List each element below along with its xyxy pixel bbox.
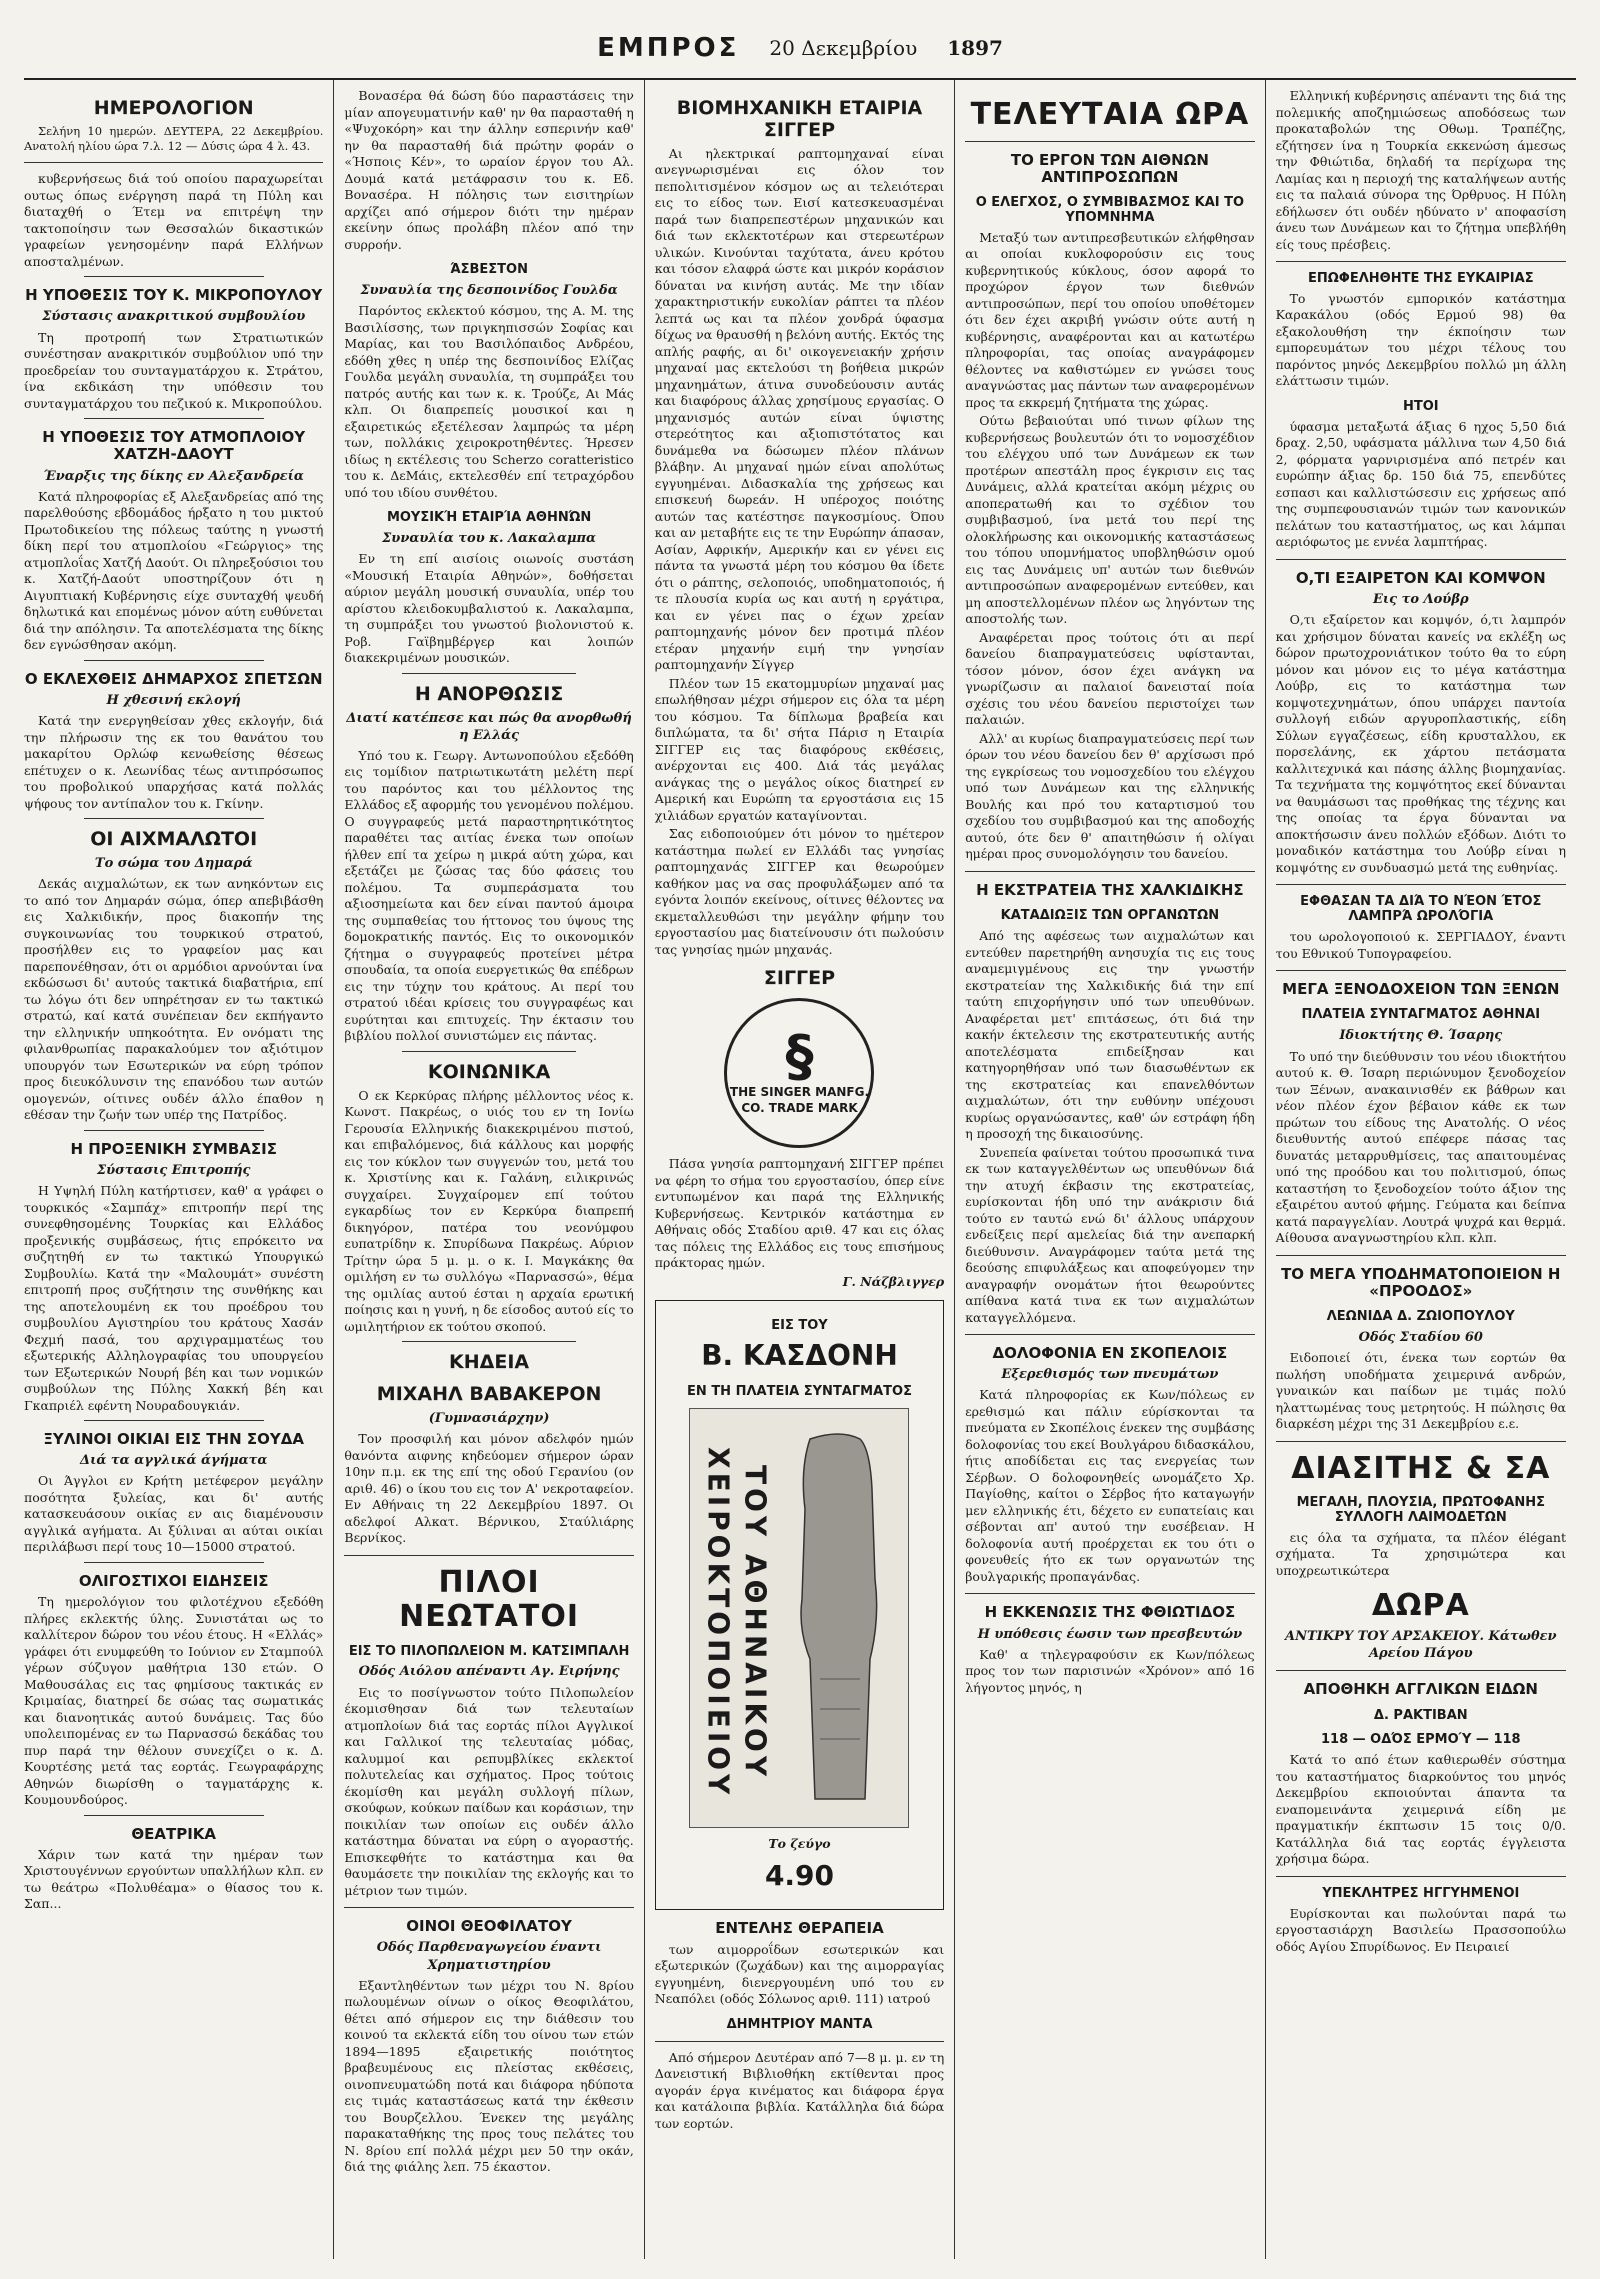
article-text: Η Υψηλή Πύλη κατήρτισεν, καθ' α γράφει ο τουρκικός «Σαμπάχ» επιτροπήν περί της συνεφθησομένης Τουρκίας και Ελλάδος προξενικής συμβάσεως, ήτις επρόκειτο να συζητηθή εν τω τακτικώ Υπουργικώ Συμβουλίω. Κατά την «Μαλουμάτ» συνέστη επιτροπή προς συζήτησιν της συνθήκης και της αποτελουμένη εκ του προέδρου του συμβουλίου Αγιστηρίου του κράτους Χασάν Φεχμή πασά, του αρχιγραμματέως του εξωτερικής Αλληλογραφίας του υπουργείου των Εξωτερικών Νουρή βέη και των νομικών συμβούλων της Πύλης Χακκή βέη και Γκαπριέλ εφέντη Νουραδουγκιάν.	[24, 1183, 324, 1413]
ad-text: Ευρίσκονται και πωλούνται παρά τω εργοστασιάρχη Βασιλείω Πρασσοπούλω οδός Αγίου Σπυρίδωνος. Εν Πειραιεί	[1275, 1905, 1566, 1954]
ad-address: 118 — ΟΔΌΣ ΕΡΜΟΎ — 118	[1320, 1732, 1521, 1748]
divider	[344, 1555, 633, 1556]
column-3	[645, 80, 955, 2259]
article-heading: ΆΣΒΕΣΤΟΝ	[450, 262, 528, 277]
columns	[24, 80, 1576, 2259]
ad-heading: ΠΙΛΟΙ ΝΕΩΤΑΤΟΙ	[399, 1564, 580, 1635]
ad-subheading: ΛΕΩΝΙΔΑ Δ. ΖΩΙΟΠΟΥΛΟΥ	[1326, 1309, 1515, 1324]
article-text: Τη ημερολόγιον του φιλοτέχνου εξεδόθη πλήρες εκλεκτής ύλης. Συνιστάται ως το καλλίτερον δώρον του νέου έτους. Η «Ελλάς» γράφει ότι ενυμφεύθη το Ιούνιον εν Σταμπούλ γέρων σύζυγον μαθήτρια 130 ετών. Ο Μαθουσάλας εις τας φημίσους τακτικάς εν Κριμαίας, διατηρεί δε σώας τας σωματικάς και διανοητικάς αυτού δυνάμεις. Τας δύο υπολειπομένας εν τω Παρνασσώ δεκάδας του πυρ παρά την θέλουν συνεχίζει ο κ. Δ. Κουρτέσης μετά τας εορτάς. Γεωγραφάρχης Αθηνών διωρίσθη ο ταγματάρχης κ. Κουμουνδούρος.	[24, 1594, 324, 1808]
divider	[1276, 970, 1566, 971]
article-subheading: Διατί κατέπεσε και πώς θα ανορθωθή η Ελλάς	[346, 710, 632, 743]
divider	[965, 871, 1254, 872]
masthead	[24, 18, 1576, 80]
article-heading: ΚΗΔΕΙΑ	[449, 1351, 530, 1374]
article-subheading: Η υπόθεσις έωσιν των πρεσβευτών	[977, 1626, 1243, 1642]
divider	[1276, 1441, 1566, 1442]
article-heading: ΟΛΙΓΟΣΤΙΧΟΙ ΕΙΔΗΣΕΙΣ	[78, 1571, 269, 1590]
ad-subheading: Δ. ΡΑΚΤΙΒΑΝ	[1373, 1707, 1468, 1723]
article-heading: Η ΥΠΟΘΕΣΙΣ ΤΟΥ Κ. ΜΙΚΡΟΠΟΥΛΟΥ	[25, 286, 323, 305]
divider	[965, 1334, 1254, 1335]
ad-text: Εξαντληθέντων των μέχρι του Ν. 8ρίου πωλουμένων οίνων ο οίκος Θεοφιλάτου, θέτει από σήμερον εις την διάθεσιν του κοινού τα εκλεκτά είδη του οίνου των ετών 1894—1895 εξαιρετικής ποιότητος βραβευμένους εις πλείστας εκθέσεις, οινοπνευματώδη ποτά και διάφορα ηδύποτα εις τιμάς καταστάσεως κατά την έκθεσιν του Βουρζελλου. Ένεκεν της μεγάλης παρακαταθήκης της προς τους πελάτες του Ν. 8ρίου επί πολλά μέχρι μεν 50 την οκάν, διά της φιάλης λεπ. 75 έκαστον.	[344, 1977, 634, 2175]
article-heading: ΜΟΥΣΙΚΉ ΕΤΑΙΡΊΑ ΑΘΗΝΏΝ	[386, 510, 592, 526]
article-text: Τη προτροπή των Στρατιωτικών συνέστησαν ανακριτικόν συμβούλιον υπό την προεδρείαν του συνταγματάρχου κ. Στράτου, ίνα εκδικάση την υπόθεσιν του συνταγματάρχου του πεζικού κ. Μικροπούλου.	[24, 329, 324, 411]
divider	[655, 2041, 944, 2042]
article-heading: ΚΟΙΝΩΝΙΚΑ	[427, 1060, 551, 1083]
column-5	[1266, 80, 1576, 2259]
glove-icon	[780, 1429, 890, 1809]
divider	[402, 1341, 576, 1342]
divider	[1276, 1670, 1566, 1671]
article-subheading: Διά τα αγγλικά άγήματα	[80, 1453, 268, 1469]
ad-heading: ΤΟ ΜΕΓΑ ΥΠΟΔΗΜΑΤΟΠΟΙΕΙΟΝ Η «ΠΡΟΟΔΟΣ»	[1281, 1264, 1561, 1300]
article-text: Καθ' α τηλεγραφούσιν εκ Κων/πόλεως προς τον των παρισινών «Χρόνον» από 16 λήγοντος μηνός, η	[965, 1646, 1255, 1695]
column-4	[955, 80, 1265, 2259]
divider	[1276, 884, 1566, 885]
ad-text: Αι ηλεκτρικαί ραπτομηχαναί είναι ανεγνωρισμέναι εις όλον τον πεπολιτισμένον κόσμον ως αι τελειότεραι εις το είδος των. Εισί κατεσκευασμέναι παρά των διαπρεπεστέρων μηχανικών και διά των εκλεκτοτέρων και στερεωτέρων υλικών. Κινούνται ταχύτατα, άνευ κρότου και τόσον ελαφρά ώστε και μικρόν κοράσιον δύναται να κινήση αυτάς. Με την ιδίαν χαρακτηριστικήν ευκολίαν ράπτει τα πλέον λεπτά ως και τα πλέον χονδρά ύφασμα δίχως να θραυσθή η βελόνη αυτής. Εκτός της απλής ραφής, αι δι' οικογενειακήν χρήσιν μηχαναί μας εκτελούσι τη βοήθεια μικρών μηχανημάτων, άτινα συνοδεύουσιν αυτάς και διαφόρους άλλας χρησίμους εργασίας. Ο μηχανισμός αυτών είναι ύψιστης στερεότητος και αξιοπιστότατος και δυνάμεθα να δώσωμεν πλέον πλάνων βλάβην. Αι μηχαναί ημών είναι απολύτως εγγυημέναι. Διδασκαλία της χρήσεως και επισκευή δωρεάν. Η υπέροχος ποιότης αυτών τας κατέστησε παγκοσμίους. Όπου και αν μεταβήτε εις τε την Ευρώπην άπασαν, Ασίαν, Αφρικήν, Αμερικήν και εν γένει εις πάντα τα γνωστά μέρη του κόσμου θα ίδετε ότι ο ράπτης, σελοποιός, υποδηματοποιός, ή τε πλουσία κυρία ως και αυτή η εργάτιρα, και εν γένει πας ο έχων χρείαν ραπτομηχανής μόνον δεν προτιμά πλέον ετέραν μηχανήν ειμή την γνησίαν ραπτομηχανήν Σίγγερ	[654, 145, 945, 673]
ad-text: Κατά το από έτων καθιερωθέν σύστημα του καταστήματος διαρκούντος του μηνός Δεκεμβρίου εκποιούνται άπαντα τα εναπομεινάντα χειμερινά είδη με πραγματικήν έκπτωσιν 15 τοις 0/0. Κατάλληλα διά τας εορτάς έγγλειστα χρήσιμα δώρα.	[1275, 1752, 1566, 1867]
masthead-year: 1897	[947, 36, 1003, 60]
ad-heading: ΕΦΘΑΣΑΝ ΤΑ ΔΙΆ ΤΟ ΝΈΟΝ ΈΤΟΣ ΛΑΜΠΡΆ ΩΡΟΛΌΓΙΑ	[1300, 894, 1542, 925]
divider	[1276, 1876, 1566, 1877]
article-text: Κατά πληροφορίας εκ Κων/πόλεως εν ερεθισμώ και πάλιν εύρίσκονται τα πνεύματα εν Σκοπέλοις ένεκεν της συμβάσης δολοφονίας του εκεί Βουλγάρου διδασκάλου, ήτις αποδίδεται εις τας ενεργείας των Σέρβων. Ο δολοφονηθείς ωνομάζετο Χρ. Παγίοθης, καίτοι ο Σέρβος ήτο καταγωγήν μεν ελληνικής έτι, δέχετο εν ευπατείαις και σέβονται απ' αυτού την ευσέβειαν. Η δολοφονία αυτή προέρχεται εκ του ότι ο φονευθείς ήτο εκ των οργανωτών της βουλγαρικής προπαγάνδας.	[965, 1387, 1255, 1584]
article-text: Ελληνική κυβέρνησις απέναντι της διά της πολεμικής αποζημιώσεως αποδόσεως των προκαταβολών της Οθωμ. Τραπέζης, εζήτησεν ίνα η Τουρκία εκκενώση άμεσως την Φθιώτιδα, δηλαδή τα περίχωρα της Λαμίας και η περιοχή της καταλήψεων αυτής εις τα παλαιά σύνορα της Όρθρυος. Η Πύλη εδήλωσεν ότι ουδέν ηδύνατο ν' αποφασίση άνευ των Δυνάμεων και το ζήτημα υπεβλήθη είς τους πρέσβεις.	[1275, 88, 1566, 252]
divider	[402, 673, 576, 674]
ad-text: Το γνωστόν εμπορικόν κατάστημα Καρακάλου (οδός Ερμού 98) θα εξακολουθήση την έκποίησιν των εμπορευμάτων του μέχρι τέλους του παρόντος μηνός Δεκεμβρίου πολλώ μη άλλη ελάττωσιν τιμών.	[1275, 290, 1566, 389]
column-2	[334, 80, 644, 2259]
article-subheading: Ο ΕΛΕΓΧΟΣ, Ο ΣΥΜΒΙΒΑΣΜΟΣ ΚΑΙ ΤΟ ΥΠΟΜΝΗΜΑ	[975, 195, 1245, 225]
divider	[84, 1562, 264, 1563]
ad-heading: ΕΝΤΕΛΗΣ ΘΕΡΑΠΕΙΑ	[715, 1919, 884, 1938]
article-heading: ΘΕΑΤΡΙΚΑ	[131, 1824, 217, 1843]
price-value: 4.90	[764, 1859, 835, 1893]
divider	[1276, 261, 1566, 262]
ad-heading: ΕΠΩΦΕΛΗΘΗΤΕ ΤΗΣ ΕΥΚΑΙΡΙΑΣ	[1307, 271, 1534, 286]
article-text: κυβερνήσεως διά τού οποίου παραχωρείται ουτως όπως ενέργηση παρά τη Πύλη και διαταχθή ο Έτεμ να επιτρέψη την τακτοποίησιν των Θεσσαλών δικαστικών γραφείων γενησομένην παρά Ελλήνων αποσταλμένων.	[24, 171, 324, 269]
ad-name: ΔΗΜΗΤΡΙΟΥ ΜΑΝΤΑ	[726, 2016, 873, 2032]
divider	[84, 1420, 264, 1421]
article-text: Οι Άγγλοι εν Κρήτη μετέφερον μεγάλην ποσότητα ξυλείας, και δι' αυτής κατασκευάσουν οικίας εν αις διαμένουσιν αγγλικά αγήματα. Αι ξύλιναι αι αύται οικίαι περιλάβωσι περί τους 10—15000 στρατού.	[24, 1473, 324, 1555]
article-text: Τον προσφιλή και μόνον αδελφόν ημών θανόντα αιφνης κηδεύομεν σήμερον ώραν 10ην π.μ. εκ της επί της οδού Γερανίου (ον αριθ. 46) ο ίκου του εις τον Α' νεκροταφείον. Εν Αθήναις τη 22 Δεκεμβρίου 1897. Οι αδελφοί Αλκατ. Βέρνικου, Σταύλιάρης Βερνίκος.	[344, 1431, 634, 1546]
ad-heading: ΗΤΟΙ	[1402, 398, 1439, 414]
divider	[84, 418, 264, 419]
divider	[84, 1815, 264, 1816]
divider	[24, 162, 323, 163]
ad-text: Ειδοποιεί ότι, ένεκα των εορτών θα πωλήση υποδήματα χειμερινά ανδρών, γυναικών και παίδων με τιμάς πολύ ηλαττωμένας τους μετρητούς. Η πώλησις θα διαρκέση μέχρι της 31 Δεκεμβρίου ε.ε.	[1275, 1350, 1566, 1432]
ad-text: Σας ειδοποιούμεν ότι μόνον το ημέτερον κατάστημα πωλεί εν Ελλάδι τας γνησίας ραπτομηχανάς ΣΙΓΓΕΡ και θεωρούμεν καθήκον μας να σας προφυλάξωμεν από τα εγόντα λοιπόν εκείνους, οίτινες θέλοντες να εκμεταλλευθώσι την μεγάλην φήμην του εργοστασίου μας διατείνουσιν ότι πωλούσιν τας γνησίας ημών μηχανάς.	[654, 826, 945, 957]
divider	[965, 141, 1254, 142]
ad-heading: ΒΙΟΜΗΧΑΝΙΚΗ ΕΤΑΙΡΙΑ ΣΙΓΓΕΡ	[676, 97, 923, 141]
ad-subheading: ΜΕΓΑΛΗ, ΠΛΟΥΣΙΑ, ΠΡΩΤΟΦΑΝΗΣ ΣΥΛΛΟΓΗ ΛΑΙΜΟΔΕΤΩΝ	[1296, 1495, 1545, 1526]
section-heading: ΤΕΛΕΥΤΑΙΑ ΩΡΑ	[970, 97, 1250, 132]
article-heading: Η ΑΝΟΡΘΩΣΙΣ	[414, 682, 564, 705]
article-text: Αναφέρεται προς τούτοις ότι αι περί δανείου διαπραγματεύσεις υφίστανται, τόσον μόνον, όσον έχει ανάγκη να γνωρίζωσιν αι παλαιοί δανεισταί ποία σχέσις του νέου δανείου περιστοίχει των παλαιών.	[965, 629, 1255, 728]
article-text: Δεκάς αιχμαλώτων, εκ των ανηκόντων εις το από τον Δημαράν σώμα, όπερ απεβιβάσθη εις Χαλκιδικήν, προς διακοπήν της συγκοινωνίας του τουρκικού στρατού, προσήλθεν εις το γραφείον μας και παρεπονέθησαν, ότι οι αρμόδιοι αρνούνται ίνα εκδώσωσι δι' αυτούς τακτικά διαβατήρια, επί τω λόγω ότι δεν υπηρέτησαν εν τω τακτικώ στρατώ, καί κατά συνέπειαν δεν εκπήγαντο την ελληνικήν υπηκοότητα. Εν ονόματι της φιλανθρωπίας παρακαλούμεν τον αξιότιμον υπουργόν των Εσωτερικών να εύρη τρόπον προς διευκόλυνσιν της επανόδου των αυτών ομογενών, οίτινες ουδέν άλλο έπαθον η εθέσαν την ζωήν των υπέρ της Πατρίδος.	[24, 876, 324, 1123]
article-heading: ΟΙ ΑΙΧΜΑΛΩΤΟΙ	[90, 828, 258, 851]
price-label: Το ζεύγο	[768, 1835, 831, 1851]
article-heading: ΔΟΛΟΦΟΝΙΑ ΕΝ ΣΚΟΠΕΛΟΙΣ	[992, 1344, 1228, 1363]
article-text: Από της αφέσεως των αιχμαλώτων και εντεύθεν παρετηρήθη ανησυχία τις εις τους αναμεμιγμένους εις την γνωστήν εκστρατείαν της Χαλκιδικής διά την επί ταύτη επιχορήγησιν υπό των υπευθύνων. Αναφέρεται μετ' επιτάσεως, ότι διά την κακήν έκτελεσιν της εκστρατευτικής αυτής αποτελέσματα επιδείξησαν και κατηγορηθήσαν υπό των διασωθέντων εκ της εκστρατείας και επανελθόντων αιχμαλώτων, ότι την ευθύνην υπέχουσι κυρίως οργανώσαντες, καθ' ών εστράφη ήδη η προσοχή της δικαιοσύνης.	[965, 928, 1255, 1142]
ad-subheading: ΕΙΣ ΤΟ ΠΙΛΟΠΩΛΕΙΟΝ Μ. ΚΑΤΣΙΜΠΑΛΗ	[348, 1643, 630, 1659]
article-heading: Ο ΕΚΛΕΧΘΕΙΣ ΔΗΜΑΡΧΟΣ ΣΠΕΤΣΩΝ	[24, 669, 323, 688]
article-text: Βονασέρα θά δώση δύο παραστάσεις την μίαν απογευματινήν καθ' ην θα παρασταθή η «Ψυχοκόρη» και την άλλην εσπερινήν καθ' ην θα παρασταθή διά πρώτην φοράν ο «Ήσποις Κέν», το ωραίον έργον του Αλ. Δουμά κατά μετάφρασιν του κ. Εδ. Βονασέρα. Η πόλησις των εισιτηρίων αρχίζει από σήμερον διότι την ημέραν εκείνην όπως προλάβη πλέον από την συρροήν.	[344, 88, 634, 252]
divider	[402, 1051, 576, 1052]
divider	[1276, 559, 1566, 560]
ad-heading: ΥΠΕΚΛΗΤΡΕΣ ΗΓΓΥΗΜΕΝΟΙ	[1322, 1885, 1520, 1901]
divider	[344, 1907, 633, 1908]
article-subheading: Εξερεθισμός των πνευμάτων	[1001, 1367, 1219, 1383]
ad-subheading: ΠΛΑΤΕΙΑ ΣΥΝΤΑΓΜΑΤΟΣ ΑΘΗΝΑΙ	[1301, 1007, 1541, 1023]
ad-text: Πλέον των 15 εκατομμυρίων μηχαναί μας επωλήθησαν μέχρι σήμερον εις όλα τα μέρη του κόσμου. Τα δίπλωμα βραβεία και διπλώματα, τα δι' σήτα Πάρισ η Εταιρία ΣΙΓΓΕΡ εις τας διαφόρους εκθέσεις, ανέρχονται εις 400. Διά τάς μεγάλας ανάγκας της ο μεγάλος οίκος διατηρεί εν Αμερική και Ευρώπη τα εργοστάσια εις 15 χιλιάδων εργατών καταγίνονται.	[654, 675, 945, 823]
glove-illustration	[689, 1408, 909, 1828]
article-text: Αλλ' αι κυρίως διαπραγματεύσεις περί των όρων του νέου δανείου δεν θ' αρχίσωσι πρό της εγκρίσεως του νομοσχεδίου του ελέγχου υπό των Δυνάμεων και της ελληνικής Βουλής και πρό του καταρτισμού του σχεδίου του συμβιβασμού και της αποδοχής αυτού, ότε δεν θ' απαιτηθώσιν ή ολίγαι ημέραι προς συνομολόγησιν του δανείου.	[965, 730, 1255, 862]
article-subheading: Το σώμα του Δημαρά	[94, 856, 253, 871]
ad-heading: Ο,ΤΙ ΕΞΑΙΡΕΤΟΝ ΚΑΙ ΚΟΜΨΟΝ	[1295, 568, 1546, 587]
ad-text: ύφασμα μεταξωτά άξιας 6 ηχος 5,50 διά δραχ. 2,50, υφάσματα μάλλινα των 4,50 διά 2, φόρματα γαρνιρισμένα από πετρέν και ευρώπην άξιας δρ. 150 διά 75, επενδύτες εσπασι και καλλιστώσεσιν εις χρήσεως από της συμπεφουσιανών τιμών των κανονικών πελάτων του καταστήματος, ως και λάμπαι αεριόφωτος με εννέα λαμπτήρας.	[1275, 418, 1566, 550]
masthead-name: ΕΜΠΡΟΣ	[597, 33, 740, 63]
article-subheading: ΚΑΤΑΔΙΩΞΙΣ ΤΩΝ ΟΡΓΑΝΩΤΩΝ	[1000, 908, 1220, 924]
calendar-text: Σελήνη 10 ημερών. ΔΕΥΤΕΡΑ, 22 Δεκεμβρίου. Ανατολή ηλίου ώρα 7.λ. 12 — Δύσις ώρα 4 λ. 43.	[24, 123, 324, 154]
article-subheading: Σύστασις ανακριτικού συμβουλίου	[42, 309, 306, 325]
article-text: Ούτω βεβαιούται υπό τινων φίλων της κυβερνήσεως βουλευτών ότι το νομοσχέδιον του ελέγχου υπό των Δυνάμεων εκ των προτέρων απεστάλη προς έγκρισιν εις τας Δυνάμεις, αλλά κρατείται ακόμη μέχρις ου αποπερατωθή και το σχέδιον του συμβιβασμού, ίνα μετά του περί της ολοκλήρωσης και οικονομικής καταστάσεως του τόπου υπομνήματος υποβληθώσιν ομού εις τας Δυνάμεις υπ' αυτών των διεθνών αντιπροσώπων αναφερομένων εντεύθεν, και μη αποστελλομένων πλέον ως ληγόντων της αποστολής των.	[965, 413, 1255, 627]
article-heading: Η ΥΠΟΘΕΣΙΣ ΤΟΥ ΑΤΜΟΠΛΟΙΟΥ ΧΑΤΖΗ-ΔΑΟΥΤ	[42, 428, 306, 464]
divider	[84, 818, 264, 819]
ad-text: των αιμορροΐδων εσωτερικών και εξωτερικών (ζωχάδων) και της αιμορραγίας εγγυημένη, διενεργουμένη υπό του εν Νεαπόλει (οδός Σόλωνος αριθ. 111) ιατρού	[654, 1941, 945, 2007]
ad-address: Οδός Παρθεναγωγείου έναντι Χρηματιστηρίου	[376, 1940, 602, 1973]
column-1	[24, 80, 334, 2259]
ad-signature: Γ. Νάζβλιγγερ	[842, 1273, 945, 1289]
article-subheading: Συναυλία της δεσποινίδος Γουλδα	[360, 282, 618, 298]
ad-address: ΑΝΤΙΚΡΥ ΤΟΥ ΑΡΣΑΚΕΙΟΥ. Κάτωθεν Αρείου Πάγου	[1285, 1628, 1557, 1662]
article-heading: ΞΥΛΙΝΟΙ ΟΙΚΙΑΙ ΕΙΣ ΤΗΝ ΣΟΥΔΑ	[43, 1430, 304, 1449]
article-subheading: Έναρξις της δίκης εν Αλεξανδρεία	[43, 468, 304, 484]
ad-address: Οδός Σταδίου 60	[1358, 1329, 1483, 1345]
funeral-name: ΜΙΧΑΗΛ ΒΑΒΑΚΕΡΟΝ	[376, 1383, 602, 1406]
divider	[965, 1593, 1254, 1594]
article-heading: ΤΟ ΕΡΓΟΝ ΤΩΝ ΑΙΘΝΩΝ ΑΝΤΙΠΡΟΣΩΠΩΝ	[1010, 150, 1209, 186]
ad-text: Από σήμερον Δευτέραν από 7—8 μ. μ. εν τη Δανειστική Βιβλιοθήκη εκτίθενται προς αγοράν έργα κινέματος και διάφορα έργα και κατάλοιπα βιβλία. Κατάλληλα διά δώρα των εορτών.	[654, 2049, 945, 2131]
article-heading: Η ΠΡΟΞΕΝΙΚΗ ΣΥΜΒΑΣΙΣ	[70, 1139, 277, 1158]
ad-heading: ΔΙΑΣΙΤΗΣ & ΣΑ	[1291, 1450, 1551, 1486]
article-heading: Η ΕΚΚΕΝΩΣΙΣ ΤΗΣ ΦΘΙΩΤΙΔΟΣ	[984, 1603, 1236, 1622]
article-text: Εν τη επί αισίοις οιωνοίς συστάση «Μουσική Εταιρία Αθηνών», δοθήσεται αύριον μεγάλη μουσική συναυλία, υπέρ του αρίστου κλειδοκυμβαλιστού κ. Λακαλαμπα, τη συμπράξει του γνωστού βιολονιστού κ. Ροβ. Γαϊβημβέργερ και λοιπών διακεκριμένων μουσικών.	[344, 551, 634, 666]
ad-heading: ΔΩΡΑ	[1371, 1588, 1470, 1624]
article-text: Ο εκ Κερκύρας πλήρης μέλλοντος νέος κ. Κωνστ. Πακρέως, ο υιός του εν τη Ιονίω Γερουσία Ελληνικής διακεκριμένου πιστού, και επιβαλόμενος, διά κάλλους και μορφής εις τον κύκλον των συγγενών του, μετά του κ. Χριστίνης και κ. Γαλάνη, ειλικρινώς συγχαίρει. Συγχαίρομεν επί τούτου εγκαρδίως τον εν Κερκύρα διαπρεπή δικηγόρον, πατέρα του νεονύμφου ευπατρίδην κ. Σπυρίδωνα Πακρέως. Αύριον Τρίτην ώρα 5 μ. μ. ο κ. Ι. Μαγκάκης θα ομιλήση εν τω συλλόγω «Παρνασσώ», θέμα της ομιλίας αυτού έσται η αρχαία ερωτική ποίησις και η γυνή, η δε είσοδος αυτού είς το ωμιλητήριον εκ τούτου σκοπού.	[344, 1087, 634, 1334]
singer-logo	[724, 998, 874, 1148]
ad-text: Πάσα γνησία ραπτομηχανή ΣΙΓΓΕΡ πρέπει να φέρη το σήμα του εργοστασίου, όπερ είνε εντυπωμένον και παρά της Ελληνικής Κυβερνήσεως. Κεντρικόν κατάστημα εν Αθήναις οδός Σταδίου αριθ. 47 και εις όλας τας πόλεις της Ελλάδος εις τους επισήμους πράκτορας ημών.	[654, 1156, 945, 1271]
ad-text: Το υπό την διεύθυνσιν του νέου ιδιοκτήτου αυτού κ. Θ. Ίσαρη περιώνυμον ξενοδοχείον των Ξένων, ανακαινισθέν εκ βάθρων και νέον πλέον έχον βέβαιον κάθε εκ των πρώτων του είδους της Ανατολής. Ο νέος διευθυντής αυτού επέφερε πάσας τας δυνατάς μεταρρυθμίσεις, τας απαιτουμένας υπό της προόδου και του πολιτισμού, όπως καταστήση το ξενοδοχείον τούτο άξιον της εξαιρέτου αυτού φήμης. Γεύματα και δείπνα κατά παραγγελίαν. Λουτρά ψυχρά και θερμά. Αίθουσα αναγνωστηρίου κλπ. κλπ.	[1275, 1048, 1566, 1245]
divider	[84, 1130, 264, 1131]
calendar-heading: ΗΜΕΡΟΛΟΓΙΟΝ	[93, 97, 254, 119]
article-text: Παρόντος εκλεκτού κόσμου, της Α. Μ. της Βασιλίσσης, των πριγκηπισσών Σοφίας και Μαρίας, και του Βασιλόπαιδος Ανδρέου, εδόθη χθες η υπέρ της δεσποινίδος Ελίζας Γουλδα μεγάλη συναυλία, τη συμπράξει του πατρός αυτής και των κ. κ. Τρούζε, Αι Μάς κλπ. Οι διαπρεπείς μουσικοί και η εξαιρετικώς εξετέλεσαν λαμπρώς τα μέρη των, πολλάκις χειροκροτηθέντες. Ήρεσεν ιδίως η εκτέλεσις του Scherzo coratteristico του κ. ΔεΜάις, εκτελεσθέν επί τετραχόρδου υπό του ιδίου συνθέτου.	[344, 303, 634, 500]
masthead-date: 20 Δεκεμβρίου	[769, 36, 918, 60]
ad-heading: ΑΠΟΘΗΚΗ ΑΓΓΛΙΚΩΝ ΕΙΔΩΝ	[1303, 1680, 1538, 1699]
ad-text: εις όλα τα σχήματα, τα πλέον élégant σχήματα. Τα χρησιμώτερα και υποχρεωτικώτερα	[1275, 1529, 1566, 1578]
article-text: Συνεπεία φαίνεται τούτου προσωπικά τινα εκ των καταγγελθέντων ως υπευθύνων διά την ατυχή έκβασιν της εκστρατείας, ευρίσκονται ήδη υπό την ανάκρισιν διά τούτο εν ταυτώ ενώ δι' άλλους υπάρχουν ενδείξεις περί αμελείας διά την ανεπαρκή διεύθυνσιν. Αναγράφομεν ταύτα μετά της δεούσης επιφυλάξεως και αποφεύγομεν την αναγραφήν ονομάτων ήτοι θεωρούντες απίθανα κατά τινα εκ των αιχμαλώτων καταγγελλόμενα.	[965, 1144, 1255, 1325]
ad-text: Εις το ποσίγνωστον τούτο Πιλοπωλείον έκομισθησαν διά των τελευταίων ατμοπλοίων διά τας εορτάς πίλοι Αγγλικοί και Γαλλικοί της τελευταίας μόδας, καλυμμοί και ρεπυμβλίκες εκλεκτοί πολυτελείας και σχήματος. Προς τούτοις έκομίσθη και μεγάλη συλλογή πίλων, σκούφων, κούκων παίδων και κοράσιων, την ποικιλίαν των οποίων εις ουδέν άλλο κατάστημα δύναται να εύρη ο αγοραστής. Επισκεφθήτε το κατάστημα και θα θαυμάσετε την ποικιλίαν της εκλογής και το μέτριον των τιμών.	[344, 1684, 634, 1898]
article-text: Χάριν των κατά την ημέραν των Χριστουγέννων εργούντων υπαλλήλων κλπ. εν τω θεάτρω «Πολυθέαμα» ο θίασος του κ. Σαπ...	[24, 1846, 324, 1912]
ad-subheading: ΕΝ ΤΗ ΠΛΑΤΕΙΑ ΣΥΝΤΑΓΜΑΤΟΣ	[687, 1383, 912, 1399]
ad-subheading: Εις το Λούβρ	[1372, 592, 1469, 608]
ad-text: του ωρολογοποιού κ. ΣΕΡΓΙΑΔΟΥ, έναντι του Εθνικού Τυπογραφείου.	[1275, 929, 1566, 961]
ad-heading: ΣΙΓΓΕΡ	[763, 967, 836, 990]
article-text: Μεταξύ των αντιπρεσβευτικών ελήφθησαν αι οποίαι κυκλοφορούσιν εις τους κυβερνητικούς κύκλους, όσον αφορά το προχώρον έργον των διεθνών αντιπροσώπων, περί του οποίου υποθέτομεν ότι δεν έχει ακριβή γνώσιν ούτε αυτή η κυβέρνησις, αναφέρονται και αι κατωτέρω πληροφορίαι, τας οποίας αναγράφομεν θέλοντες να καθιστώμεν εν γνώσει τους αναγνώστας μας πάντων των αναφερομένων προς τα εκκρεμή ζητήματα της χώρας.	[965, 229, 1255, 410]
singer-logo-text: THE SINGER MANFG. CO. TRADE MARK	[729, 1085, 870, 1116]
article-subheading: (Γυμνασιάρχην)	[428, 1410, 550, 1426]
article-text: Κατά πληροφορίας εξ Αλεξανδρείας από της παρελθούσης εβδομάδος ήρξατο η του μικτού Πρωτοδικείου της πόλεως ταύτης η γνωστή δίκη περί του ατμοπλοίου «Γεώργιος» της ατμοπλοΐας Χατζή Δαούτ. Οι πληρεξούσιοι του κ. Χατζή-Δαούτ υποστηρίζουν ότι η Αιγυπτιακή Κυβέρνησις είχε συνταχθή ψευδή δηλωτικά και επομένως μόνον αύτη ευθύνεται διά την απόλησιν. Τα αποτελέσματα της δίκης δεν εγνώσθησαν ακόμη.	[24, 488, 324, 653]
ad-heading: ΕΙΣ ΤΟΥ	[771, 1318, 828, 1334]
ad-heading: ΟΙΝΟΙ ΘΕΟΦΙΛΑΤΟΥ	[406, 1917, 572, 1936]
ad-name: Β. ΚΑΣΔΟΝΗ	[701, 1338, 898, 1372]
ad-owner: Ιδιοκτήτης Θ. Ίσαρης	[1339, 1028, 1503, 1044]
divider	[84, 660, 264, 661]
article-subheading: Συναυλία του κ. Λακαλαμπα	[382, 531, 597, 547]
article-heading: Η ΕΚΣΤΡΑΤΕΙΑ ΤΗΣ ΧΑΛΚΙΔΙΚΗΣ	[976, 880, 1244, 899]
ad-heading: ΜΕΓΑ ΞΕΝΟΔΟΧΕΙΟΝ ΤΩΝ ΞΕΝΩΝ	[1282, 980, 1560, 999]
divider	[1276, 1255, 1566, 1256]
article-text: Κατά την ενεργηθείσαν χθες εκλογήν, διά την πλήρωσιν της εκ του θανάτου του μακαρίτου Ορλώφ κενωθείσης θέσεως επέτυχεν ο κ. Λεωνίδας τέως αντιπρόσωπος του προβολικού υπαρχήσας κατά πολλάς ψήφους τον αντίπαλον του κ. Γκίνην.	[24, 713, 324, 811]
singer-s-icon: §	[785, 1024, 814, 1090]
glove-vertical-text: ΤΟΥ ΑΘΗΝΑΙΚΟΥ ΧΕΙΡΟΚΤΟΠΟΙΕΙΟΥ	[701, 1447, 772, 1799]
ad-text: Ο,τι εξαίρετον και κομψόν, ό,τι λαμπρόν και χρήσιμον δύναται κανείς να εκλέξη ως δώρον πρωτοχρονιάτικον τούτο θα το εύρη μόνον και μόνον εις το μέγα κατάστημα Λούβρ, εις το κατάστημα των κομψοτεχνημάτων, όπου υπάρχει παντοία συλλογή ειδών αργυροπλαστικής, είδη Σύλων εγγαζέσεως, είδη κρυσταλλου, εκ πορσελάνης, εκ χάρτου πετάσματα καλλιτεχνικά και πάσης άλλης βιομηχανίας. Τα τεχνήματα της κομψότητος εκεί δύνανται να θαυμάσωσι τας προθήκας της τέχνης και της οποίας τα έργα δύνανται να αποκτήσωσιν άνευ πολλών εξόδων. Διότι το μοναδικόν κατάστημα του Λούβρ είναι η κομψότης εν συνδυασμώ μετά της ευθηνίας.	[1275, 612, 1566, 875]
divider	[84, 276, 264, 277]
article-text: Υπό του κ. Γεωργ. Αντωνοπούλου εξεδόθη εις τομίδιον πατριωτικωτάτη μελέτη περί του παρόντος και του μέλλοντος της Ελλάδος εξ αφορμής του γενομένου πολέμου. Ο συγγραφεύς μετά παραστηρητικότητος παραθέτει τας αιτίας ένεκα των οποίων ήλθεν επί τα χείρω η μικρά αύτη χώρα, και εξετάζει με ζώσας τας δύο φάσεις του πολέμου. Τα συμπεράσματα του αξιοσημείωτα και δεν είναι παντού άμοιρα της συμπαθείας του ήττονος του ύψους της δομοκρατικής παντός. Εις το οικονομικόν ζήτημα ο συγγραφεύς προτείνει μέτρα σπουδαία, τα οποία ευεργετικώς θα επέδρων εις την τύχην του κράτους. Αι περί του στρατού ιδέαι κρίσεις του συγγραφέως και ευρύτηται και επιτυχείς. Την έκτασιν του βιβλίου πολλοί συνιστώμεν εις πάντας.	[344, 747, 634, 1044]
ad-address: Οδός Αιόλου απέναντι Αγ. Ειρήνης	[358, 1664, 620, 1680]
article-subheading: Η χθεσινή εκλογή	[106, 693, 241, 708]
glove-ad	[655, 1300, 944, 1910]
article-subheading: Σύστασις Επιτροπής	[96, 1162, 251, 1178]
